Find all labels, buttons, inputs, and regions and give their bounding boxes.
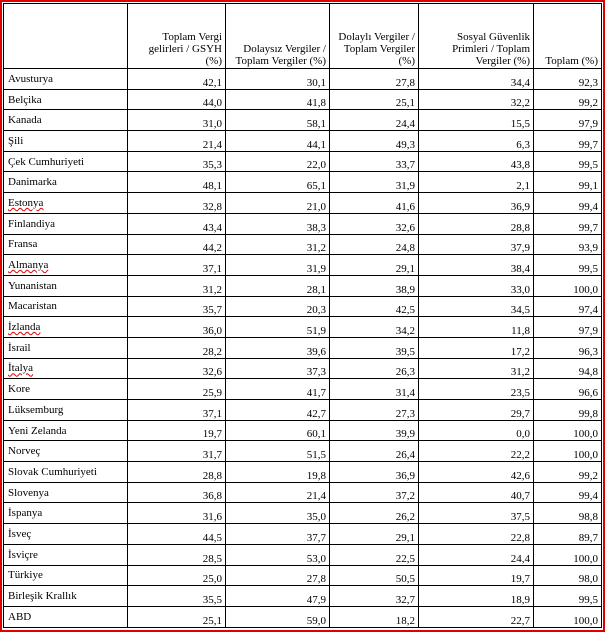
table-row (4, 441, 602, 462)
country-name: Birleşik Krallık (8, 590, 77, 603)
country-cell (4, 255, 128, 276)
value-cell: 31,7 (128, 441, 226, 462)
table-row (4, 213, 602, 234)
country-cell (4, 317, 128, 338)
value-cell: 44,1 (226, 131, 330, 152)
value-cell: 15,5 (419, 110, 534, 131)
value-cell: 93,9 (534, 234, 602, 255)
value-cell: 22,8 (419, 524, 534, 545)
value-cell: 99,1 (534, 172, 602, 193)
country-name: Belçika (8, 93, 42, 106)
value-cell: 96,6 (534, 379, 602, 400)
value-cell: 31,0 (128, 110, 226, 131)
value-cell: 22,7 (419, 606, 534, 627)
table-row (4, 337, 602, 358)
value-cell: 23,5 (419, 379, 534, 400)
header-total: Toplam (%) (534, 4, 602, 69)
country-name: Lüksemburg (8, 403, 64, 416)
value-cell: 29,1 (330, 255, 419, 276)
value-cell: 38,4 (419, 255, 534, 276)
country-name: Estonya (8, 196, 44, 209)
country-cell (4, 420, 128, 441)
value-cell: 34,4 (419, 69, 534, 90)
value-cell: 2,1 (419, 172, 534, 193)
value-cell: 92,3 (534, 69, 602, 90)
country-cell (4, 544, 128, 565)
country-cell (4, 503, 128, 524)
value-cell: 97,4 (534, 296, 602, 317)
value-cell: 21,0 (226, 193, 330, 214)
value-cell: 41,6 (330, 193, 419, 214)
table-row (4, 172, 602, 193)
table-row (4, 89, 602, 110)
value-cell: 36,9 (330, 462, 419, 483)
country-cell (4, 565, 128, 586)
value-cell: 43,4 (128, 213, 226, 234)
table-row (4, 69, 602, 90)
value-cell: 100,0 (534, 420, 602, 441)
header-indirect-taxes: Dolaylı Vergiler / Toplam Vergiler (%) (330, 4, 419, 69)
value-cell: 99,7 (534, 213, 602, 234)
value-cell: 42,7 (226, 400, 330, 421)
value-cell: 37,2 (330, 482, 419, 503)
country-name: Fransa (8, 238, 38, 251)
value-cell: 19,8 (226, 462, 330, 483)
table-row (4, 317, 602, 338)
value-cell: 44,5 (128, 524, 226, 545)
value-cell: 39,9 (330, 420, 419, 441)
value-cell: 98,0 (534, 565, 602, 586)
table-row (4, 379, 602, 400)
value-cell: 100,0 (534, 606, 602, 627)
value-cell: 98,8 (534, 503, 602, 524)
country-name: Finlandiya (8, 217, 56, 230)
value-cell: 31,2 (226, 234, 330, 255)
value-cell: 99,2 (534, 462, 602, 483)
value-cell: 25,1 (330, 89, 419, 110)
value-cell: 29,1 (330, 524, 419, 545)
value-cell: 38,9 (330, 275, 419, 296)
value-cell: 41,8 (226, 89, 330, 110)
table-row (4, 544, 602, 565)
country-name: İzlanda (8, 321, 41, 334)
value-cell: 53,0 (226, 544, 330, 565)
value-cell: 28,1 (226, 275, 330, 296)
value-cell: 99,4 (534, 193, 602, 214)
header-social-security: Sosyal Güvenlik Primleri / Toplam Vergiler (%) (419, 4, 534, 69)
value-cell: 38,3 (226, 213, 330, 234)
country-name: Türkiye (8, 569, 43, 582)
value-cell: 99,5 (534, 151, 602, 172)
value-cell: 97,9 (534, 317, 602, 338)
country-name: Kore (8, 383, 30, 396)
value-cell: 97,9 (534, 110, 602, 131)
table-row (4, 524, 602, 545)
country-name: İspanya (8, 507, 43, 520)
country-name: Çek Cumhuriyeti (8, 155, 85, 168)
value-cell: 43,8 (419, 151, 534, 172)
value-cell: 37,9 (419, 234, 534, 255)
value-cell: 27,3 (330, 400, 419, 421)
value-cell: 27,8 (330, 69, 419, 90)
value-cell: 99,5 (534, 255, 602, 276)
value-cell: 31,2 (128, 275, 226, 296)
table-body (4, 69, 602, 628)
value-cell: 19,7 (128, 420, 226, 441)
value-cell: 39,5 (330, 337, 419, 358)
value-cell: 100,0 (534, 275, 602, 296)
value-cell: 65,1 (226, 172, 330, 193)
value-cell: 24,8 (330, 234, 419, 255)
value-cell: 42,5 (330, 296, 419, 317)
value-cell: 100,0 (534, 544, 602, 565)
value-cell: 37,5 (419, 503, 534, 524)
value-cell: 37,7 (226, 524, 330, 545)
value-cell: 32,6 (128, 358, 226, 379)
value-cell: 25,9 (128, 379, 226, 400)
value-cell: 89,7 (534, 524, 602, 545)
value-cell: 36,8 (128, 482, 226, 503)
value-cell: 100,0 (534, 441, 602, 462)
table-row (4, 565, 602, 586)
country-cell (4, 379, 128, 400)
value-cell: 24,4 (330, 110, 419, 131)
value-cell: 26,4 (330, 441, 419, 462)
table-row (4, 462, 602, 483)
country-name: Avusturya (8, 72, 54, 85)
country-cell (4, 89, 128, 110)
country-cell (4, 400, 128, 421)
table-row (4, 110, 602, 131)
value-cell: 11,8 (419, 317, 534, 338)
value-cell: 18,2 (330, 606, 419, 627)
country-name: Norveç (8, 445, 41, 458)
value-cell: 19,7 (419, 565, 534, 586)
country-cell (4, 131, 128, 152)
value-cell: 99,8 (534, 400, 602, 421)
country-name: Kanada (8, 114, 42, 127)
value-cell: 60,1 (226, 420, 330, 441)
table-row (4, 420, 602, 441)
value-cell: 34,5 (419, 296, 534, 317)
value-cell: 58,1 (226, 110, 330, 131)
country-cell (4, 482, 128, 503)
value-cell: 28,5 (128, 544, 226, 565)
country-name: İsviçre (8, 548, 38, 561)
value-cell: 37,3 (226, 358, 330, 379)
country-name: Almanya (8, 259, 49, 272)
value-cell: 6,3 (419, 131, 534, 152)
value-cell: 31,6 (128, 503, 226, 524)
value-cell: 37,1 (128, 400, 226, 421)
value-cell: 44,2 (128, 234, 226, 255)
table-row (4, 131, 602, 152)
table-row (4, 275, 602, 296)
value-cell: 44,0 (128, 89, 226, 110)
table-row (4, 482, 602, 503)
value-cell: 39,6 (226, 337, 330, 358)
value-cell: 33,7 (330, 151, 419, 172)
value-cell: 35,5 (128, 586, 226, 607)
country-cell (4, 69, 128, 90)
value-cell: 94,8 (534, 358, 602, 379)
table-row (4, 193, 602, 214)
value-cell: 35,0 (226, 503, 330, 524)
country-cell (4, 524, 128, 545)
country-cell (4, 586, 128, 607)
value-cell: 32,7 (330, 586, 419, 607)
country-cell (4, 151, 128, 172)
table-row (4, 503, 602, 524)
value-cell: 32,6 (330, 213, 419, 234)
country-cell (4, 193, 128, 214)
value-cell: 49,3 (330, 131, 419, 152)
value-cell: 31,4 (330, 379, 419, 400)
value-cell: 42,6 (419, 462, 534, 483)
value-cell: 28,2 (128, 337, 226, 358)
country-cell (4, 172, 128, 193)
country-name: İtalya (8, 362, 34, 375)
value-cell: 29,7 (419, 400, 534, 421)
value-cell: 96,3 (534, 337, 602, 358)
table-row (4, 400, 602, 421)
country-name: Yunanistan (8, 279, 57, 292)
country-cell (4, 358, 128, 379)
value-cell: 30,1 (226, 69, 330, 90)
header-country (4, 4, 128, 69)
value-cell: 32,2 (419, 89, 534, 110)
value-cell: 41,7 (226, 379, 330, 400)
header-total-tax-gdp: Toplam Vergi gelirleri / GSYH (%) (128, 4, 226, 69)
country-name: Şili (8, 134, 24, 147)
table-row (4, 234, 602, 255)
value-cell: 99,7 (534, 131, 602, 152)
country-name: Slovenya (8, 486, 49, 499)
value-cell: 48,1 (128, 172, 226, 193)
value-cell: 21,4 (128, 131, 226, 152)
value-cell: 22,0 (226, 151, 330, 172)
value-cell: 59,0 (226, 606, 330, 627)
value-cell: 35,3 (128, 151, 226, 172)
table-row (4, 255, 602, 276)
country-cell (4, 110, 128, 131)
value-cell: 99,5 (534, 586, 602, 607)
country-name: Danimarka (8, 176, 57, 189)
value-cell: 99,2 (534, 89, 602, 110)
value-cell: 31,9 (226, 255, 330, 276)
country-name: ABD (8, 610, 32, 623)
value-cell: 27,8 (226, 565, 330, 586)
country-cell (4, 234, 128, 255)
value-cell: 37,1 (128, 255, 226, 276)
country-cell (4, 441, 128, 462)
value-cell: 33,0 (419, 275, 534, 296)
value-cell: 32,8 (128, 193, 226, 214)
value-cell: 17,2 (419, 337, 534, 358)
value-cell: 36,9 (419, 193, 534, 214)
country-cell (4, 213, 128, 234)
country-cell (4, 337, 128, 358)
value-cell: 36,0 (128, 317, 226, 338)
value-cell: 40,7 (419, 482, 534, 503)
country-name: Yeni Zelanda (8, 424, 67, 437)
value-cell: 51,5 (226, 441, 330, 462)
tax-table (3, 3, 602, 628)
table-row (4, 151, 602, 172)
value-cell: 20,3 (226, 296, 330, 317)
country-name: İsveç (8, 527, 32, 540)
value-cell: 99,4 (534, 482, 602, 503)
table-row (4, 296, 602, 317)
value-cell: 25,0 (128, 565, 226, 586)
value-cell: 21,4 (226, 482, 330, 503)
header-direct-taxes: Dolaysız Vergiler / Toplam Vergiler (%) (226, 4, 330, 69)
value-cell: 50,5 (330, 565, 419, 586)
value-cell: 51,9 (226, 317, 330, 338)
country-name: Macaristan (8, 300, 57, 313)
value-cell: 25,1 (128, 606, 226, 627)
value-cell: 47,9 (226, 586, 330, 607)
header-row (4, 4, 602, 69)
value-cell: 26,3 (330, 358, 419, 379)
value-cell: 31,9 (330, 172, 419, 193)
table-row (4, 358, 602, 379)
value-cell: 0,0 (419, 420, 534, 441)
country-name: Slovak Cumhuriyeti (8, 465, 97, 478)
value-cell: 42,1 (128, 69, 226, 90)
value-cell: 18,9 (419, 586, 534, 607)
value-cell: 22,2 (419, 441, 534, 462)
country-cell (4, 606, 128, 627)
value-cell: 26,2 (330, 503, 419, 524)
value-cell: 31,2 (419, 358, 534, 379)
table-row (4, 586, 602, 607)
value-cell: 34,2 (330, 317, 419, 338)
value-cell: 22,5 (330, 544, 419, 565)
value-cell: 24,4 (419, 544, 534, 565)
value-cell: 35,7 (128, 296, 226, 317)
value-cell: 28,8 (128, 462, 226, 483)
country-cell (4, 462, 128, 483)
country-name: İsrail (8, 341, 31, 354)
table-row (4, 606, 602, 627)
country-cell (4, 275, 128, 296)
value-cell: 28,8 (419, 213, 534, 234)
country-cell (4, 296, 128, 317)
